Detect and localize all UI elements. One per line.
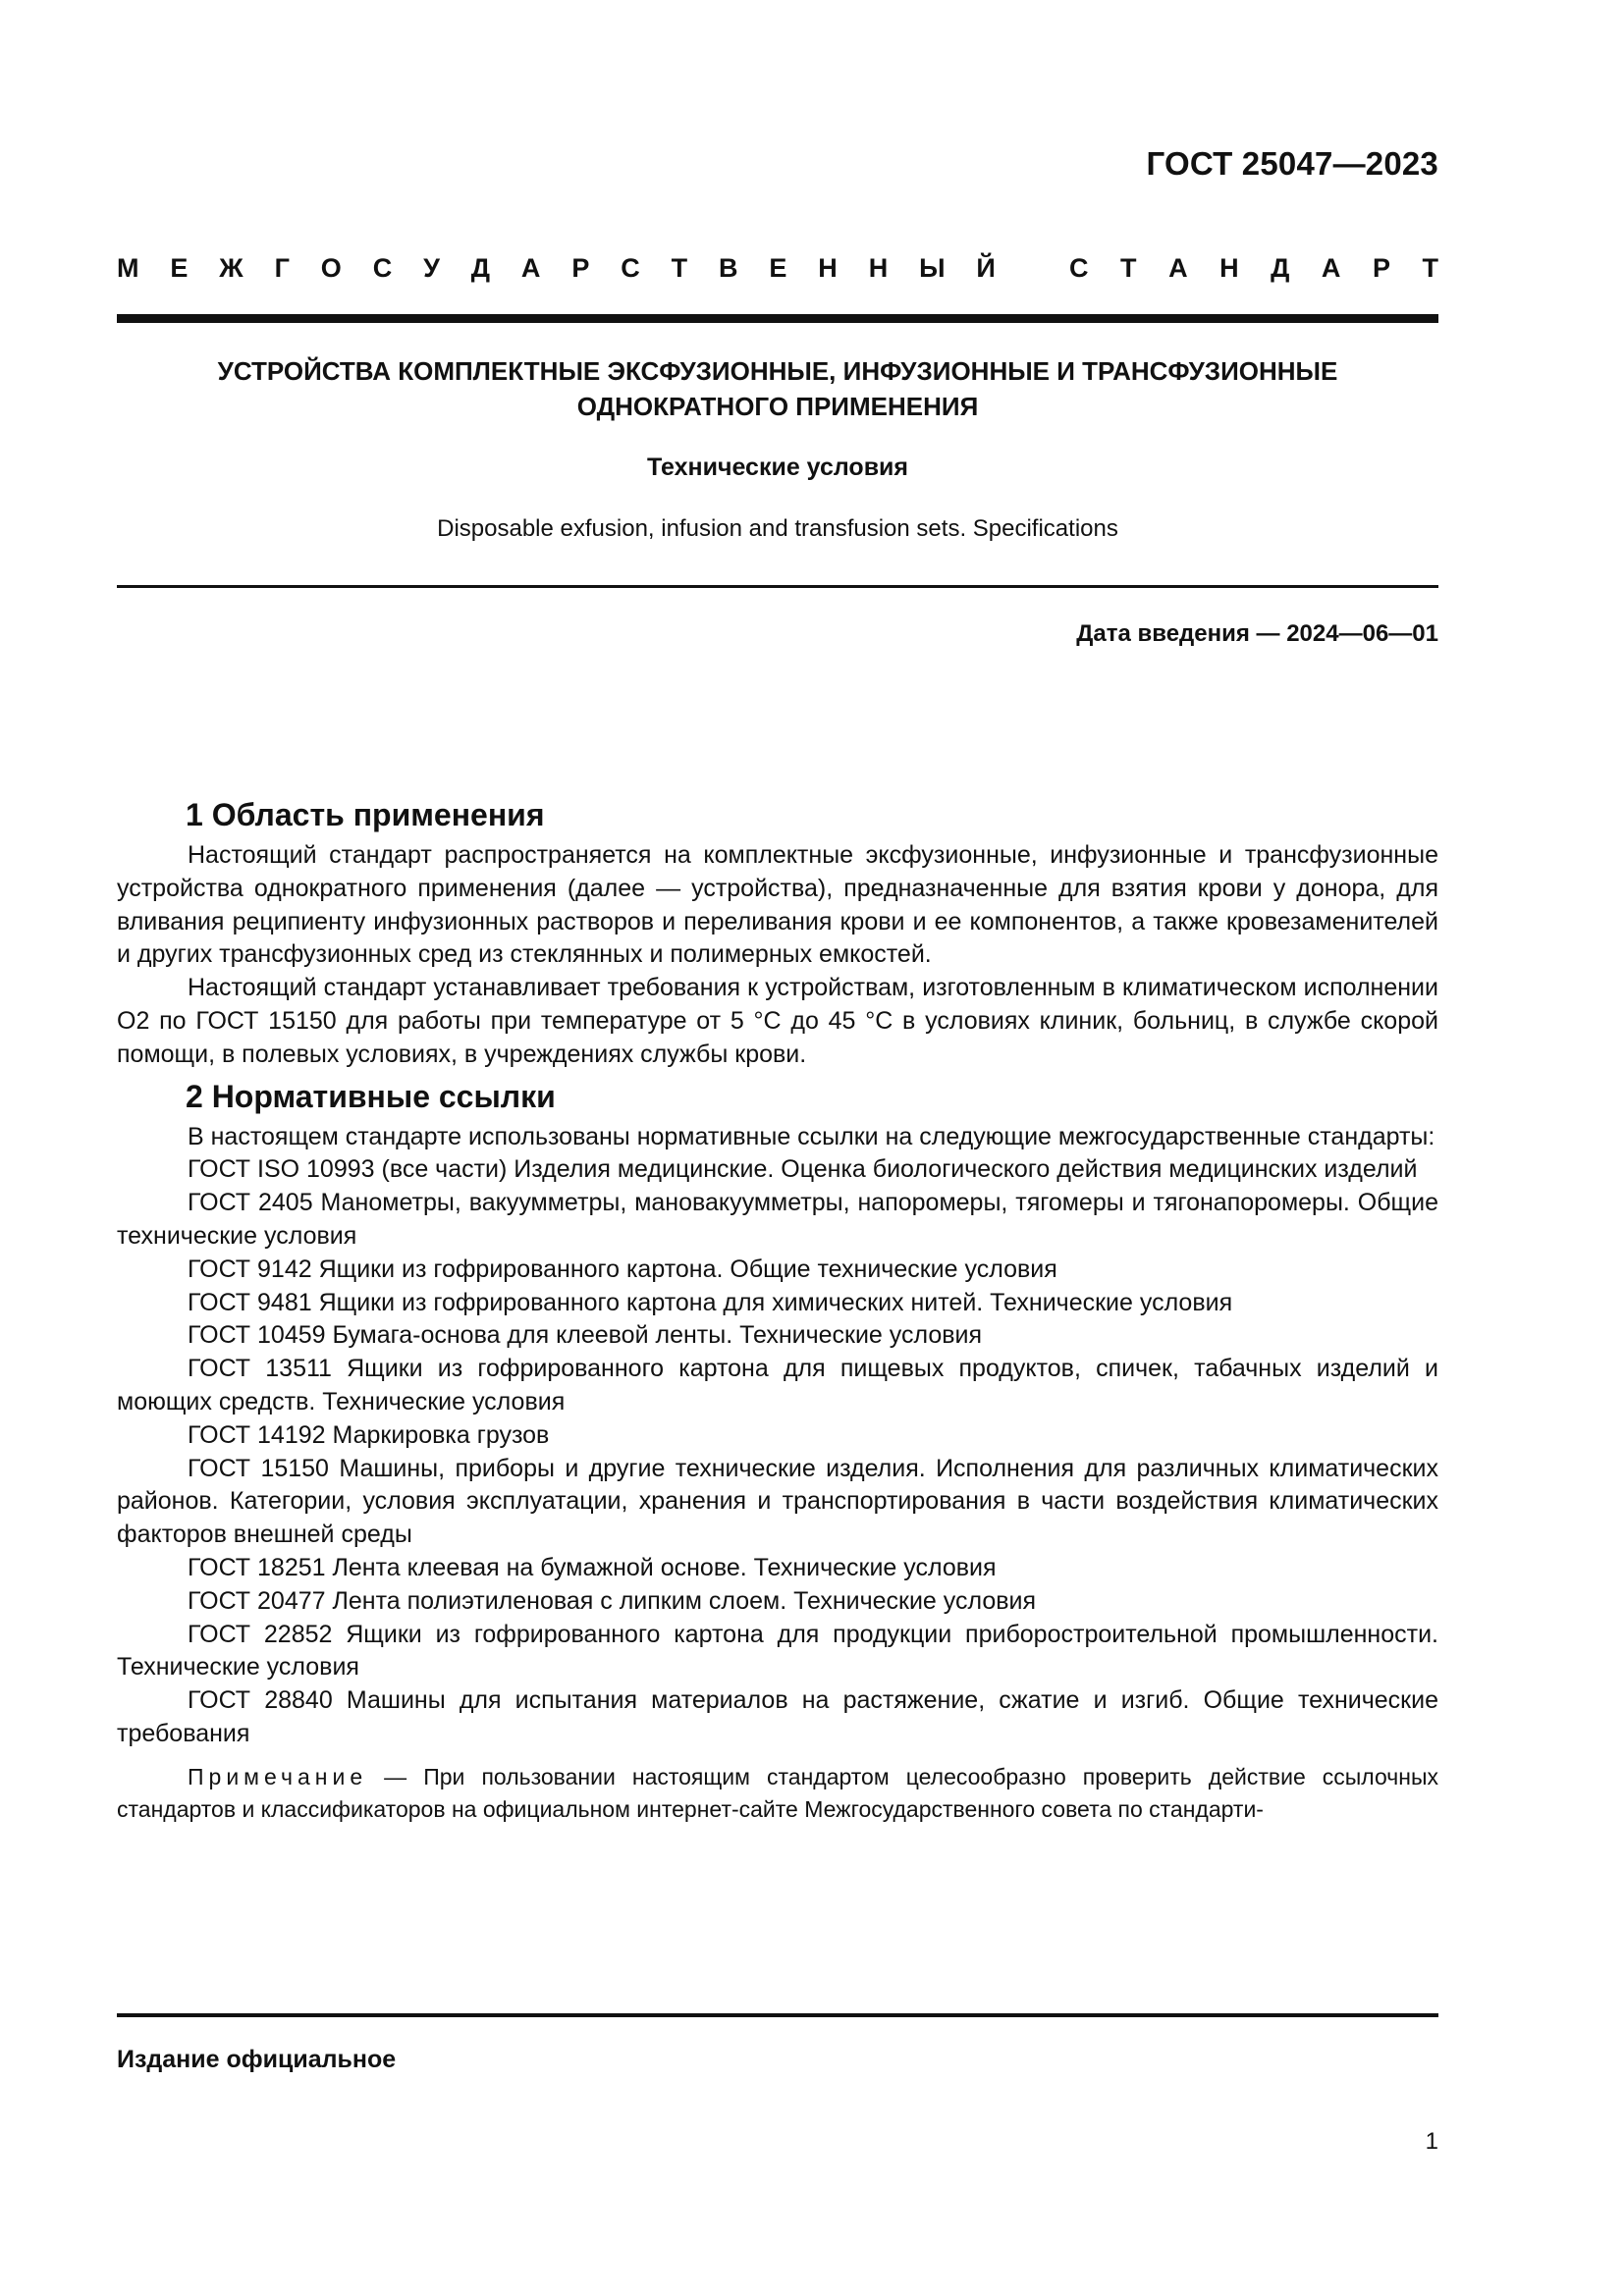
- note-label: Примечание: [188, 1763, 368, 1789]
- reference-item: ГОСТ 15150 Машины, приборы и другие технические изделия. Исполнения для различных климатических районов. Категории, условия эксплуатации, хранения и транспортирования в части воздействия климатических факторов внешней среды: [117, 1454, 1438, 1549]
- banner-letter: Д: [470, 253, 491, 283]
- banner-letter: О: [320, 253, 342, 283]
- official-edition-label: Издание официальное: [117, 2046, 397, 2073]
- note: [117, 1761, 1438, 1826]
- reference-item: ГОСТ 10459 Бумага-основа для клеевой ленты. Технические условия: [188, 1321, 983, 1350]
- gost-number: ГОСТ 25047—2023: [1146, 145, 1438, 182]
- banner-letter: Р: [571, 253, 590, 283]
- english-title: Disposable exfusion, infusion and transfusion sets. Specifications: [437, 515, 1118, 542]
- document-page: [117, 0, 1438, 2296]
- title-line-2: ОДНОКРАТНОГО ПРИМЕНЕНИЯ: [576, 392, 979, 421]
- reference-item: ГОСТ 9481 Ящики из гофрированного картона для химических нитей. Технические условия: [188, 1288, 1233, 1316]
- interstate-standard-banner: [117, 253, 1438, 284]
- banner-letter: А: [520, 253, 541, 283]
- section-heading: 1 Область применения: [186, 797, 545, 832]
- reference-item: ГОСТ 20477 Лента полиэтиленовая с липким слоем. Технические условия: [188, 1586, 1037, 1615]
- banner-letter: Т: [1422, 253, 1438, 283]
- banner-letter: Ж: [219, 253, 244, 283]
- banner-letter: С: [1069, 253, 1089, 283]
- document-body: [117, 790, 1438, 1826]
- reference-item: ГОСТ 14192 Маркировка грузов: [188, 1420, 550, 1449]
- banner-letter: Д: [1271, 253, 1290, 283]
- page-number: 1: [1425, 2128, 1438, 2155]
- banner-letter: Й: [976, 253, 996, 283]
- standard-word: [1069, 253, 1438, 284]
- title-divider: [117, 585, 1438, 588]
- banner-letter: Р: [1372, 253, 1390, 283]
- banner-letter: Н: [818, 253, 838, 283]
- reference-item: ГОСТ 18251 Лента клеевая на бумажной основе. Технические условия: [188, 1553, 997, 1581]
- reference-item: ГОСТ 13511 Ящики из гофрированного картона для пищевых продуктов, спичек, табачных изделий и моющих средств. Технические условия: [117, 1355, 1438, 1415]
- banner-letter: Н: [868, 253, 889, 283]
- banner-letter: М: [117, 253, 139, 283]
- document-subtitle: Технические условия: [646, 454, 909, 481]
- banner-letter: С: [372, 253, 393, 283]
- footer-divider: [117, 2013, 1438, 2017]
- interstate-word: [117, 253, 996, 284]
- banner-letter: Е: [170, 253, 189, 283]
- reference-item: ГОСТ 9142 Ящики из гофрированного картона. Общие технические условия: [188, 1255, 1057, 1283]
- note-text: — При пользовании настоящим стандартом целесообразно проверить действие ссылочных стандартов и классификаторов на официальном интернет-сайте Межгосударственного совета по стандарти-: [117, 1763, 1438, 1822]
- section-heading: 2 Нормативные ссылки: [186, 1078, 556, 1114]
- banner-letter: Г: [274, 253, 290, 283]
- banner-letter: С: [621, 253, 640, 283]
- banner-letter: У: [423, 253, 440, 283]
- banner-letter: Н: [1219, 253, 1239, 283]
- banner-letter: А: [1321, 253, 1341, 283]
- paragraph: Настоящий стандарт распространяется на комплектные эксфузионные, инфузионные и трансфузионные устройства однократного применения (далее — устройства), предназначенные для взятия крови у донора, для вливания реципиенту инфузионных растворов и переливания крови и ее компонентов, а также кровезаменителей и других трансфузионных сред из стеклянных и полимерных емкостей.: [117, 841, 1438, 969]
- reference-item: ГОСТ ISO 10993 (все части) Изделия медицинские. Оценка биологического действия медицинских изделий: [188, 1155, 1418, 1184]
- banner-letter: Т: [1120, 253, 1137, 283]
- reference-item: ГОСТ 22852 Ящики из гофрированного картона для продукции приборостроительной промышленности. Технические условия: [117, 1620, 1438, 1682]
- reference-item: ГОСТ 28840 Машины для испытания материалов на растяжение, сжатие и изгиб. Общие технические требования: [117, 1686, 1438, 1747]
- banner-letter: А: [1168, 253, 1188, 283]
- introduction-date: Дата введения — 2024—06—01: [1076, 620, 1438, 647]
- document-title: [117, 353, 1438, 424]
- paragraph: Настоящий стандарт устанавливает требования к устройствам, изготовленным в климатическом исполнении О2 по ГОСТ 15150 для работы при температуре от 5 °С до 45 °С в условиях клиник, больниц, в службе скорой помощи, в полевых условиях, в учреждениях службы крови.: [117, 974, 1438, 1068]
- paragraph: В настоящем стандарте использованы нормативные ссылки на следующие межгосударственные стандарты:: [188, 1122, 1435, 1150]
- banner-letter: Е: [769, 253, 787, 283]
- header-divider: [117, 314, 1438, 323]
- reference-item: ГОСТ 2405 Манометры, вакуумметры, мановакуумметры, напоромеры, тягомеры и тягонапоромеры. Общие технические условия: [117, 1189, 1438, 1250]
- banner-letter: Т: [671, 253, 688, 283]
- title-line-1: УСТРОЙСТВА КОМПЛЕКТНЫЕ ЭКСФУЗИОННЫЕ, ИНФУЗИОННЫЕ И ТРАНСФУЗИОННЫЕ: [217, 356, 1338, 386]
- banner-letter: Ы: [919, 253, 946, 283]
- banner-letter: В: [719, 253, 738, 283]
